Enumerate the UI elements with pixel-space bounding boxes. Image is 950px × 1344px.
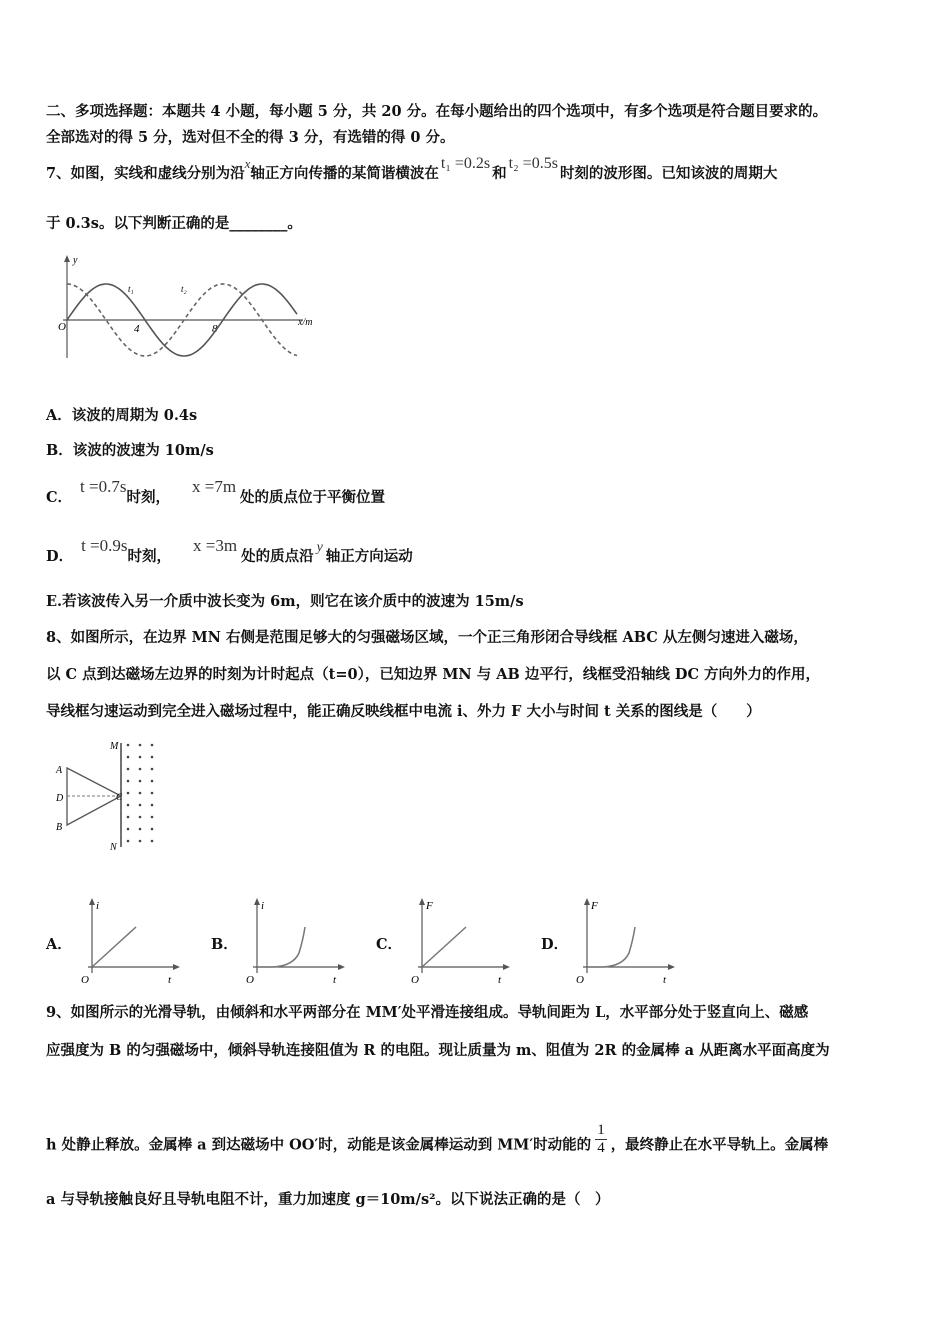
q7-text-c: 和 <box>492 165 507 182</box>
field-dot <box>127 840 130 843</box>
q9-stem-line-3 <box>46 1122 829 1163</box>
graph-curve <box>587 927 635 967</box>
q7-curve2-label: t₂ <box>181 284 187 294</box>
graph-x-label: t <box>168 974 172 986</box>
graph-x-label: t <box>663 974 667 986</box>
q7-text-a: 7、如图，实线和虚线分别为沿 <box>46 165 245 182</box>
q7-curve1-label: t₁ <box>128 284 134 294</box>
q8-label-c: C <box>116 792 123 802</box>
q9-line3-b: ，最终静止在水平导轨上。金属棒 <box>610 1136 829 1154</box>
q8-field-diagram <box>52 735 167 855</box>
field-dot <box>139 768 142 771</box>
q7-y-arrow <box>64 255 70 262</box>
graph-line <box>92 927 136 967</box>
graph-line <box>422 927 466 967</box>
q7-option-b: B．该波的波速为 10m/s <box>46 442 214 459</box>
graph-y-label: F <box>426 900 433 912</box>
x-arrow <box>173 964 180 970</box>
graph-origin: O <box>576 974 584 986</box>
q8-stem-line-3: 导线框匀速运动到完全进入磁场过程中，能正确反映线框中电流 i、外力 F 大小与时间 t 关系的图线是（ ） <box>46 703 761 720</box>
field-dot <box>139 792 142 795</box>
q7-text-b: 轴正方向传播的某简谐横波在 <box>250 165 439 182</box>
q7-option-d-end2: 轴正方向运动 <box>325 548 413 565</box>
x-arrow <box>668 964 675 970</box>
q7-t2-expr: t₂ =0.5s <box>508 155 558 172</box>
q7-t1-expr: t₁ =0.2s <box>440 155 491 172</box>
field-dot <box>151 792 154 795</box>
field-dot <box>151 828 154 831</box>
q9-line3-a: h 处静止释放。金属棒 a 到达磁场中 OO′时，动能是该金属棒运动到 MM′时动能的 <box>46 1136 592 1154</box>
field-dot <box>151 756 154 759</box>
q7-option-d-var: y <box>316 540 323 555</box>
q8-choice-c-label: C． <box>376 936 403 953</box>
field-dot <box>151 816 154 819</box>
field-dot <box>139 804 142 807</box>
q8-choice-b-graph <box>243 895 358 990</box>
graph-x-label: t <box>498 974 502 986</box>
q7-option-e: E.若该波传入另一介质中波长变为 6m，则它在该介质中的波速为 15m/s <box>46 593 524 610</box>
field-dot <box>127 816 130 819</box>
q8-label-n: N <box>110 842 117 853</box>
field-dot <box>127 828 130 831</box>
graph-origin: O <box>411 974 419 986</box>
y-arrow <box>254 898 260 905</box>
field-dot <box>127 756 130 759</box>
q8-stem-line-2: 以 C 点到达磁场左边界的时刻为计时起点（t=0），已知边界 MN 与 AB 边平行，线框受沿轴线 DC 方向外力的作用， <box>46 666 821 683</box>
q8-choice-a-graph <box>78 895 193 990</box>
q7-option-d-t: t =0.9s <box>81 536 128 555</box>
q8-label-b: B <box>56 822 63 833</box>
field-dot <box>127 780 130 783</box>
q7-text-d: 时刻的波形图。已知该波的周期大 <box>559 165 778 182</box>
q7-option-a: A．该波的周期为 0.4s <box>46 407 198 424</box>
field-dot <box>127 744 130 747</box>
q8-label-d: D <box>56 793 64 804</box>
q8-label-m: M <box>110 741 119 752</box>
field-dot <box>127 804 130 807</box>
q7-option-d-mid: 时刻， <box>127 548 172 565</box>
graph-y-label: i <box>261 900 265 912</box>
q9-fraction <box>595 1122 607 1157</box>
q9-stem-line-1: 9、如图所示的光滑导轨，由倾斜和水平两部分在 MM′处平滑连接组成。导轨间距为 L，水平部分处于竖直向上、磁感 <box>46 1004 809 1021</box>
q7-option-c-mid: 时刻， <box>126 489 170 506</box>
field-dot <box>127 768 130 771</box>
field-dot <box>139 780 142 783</box>
q9-stem-line-4: a 与导轨接触良好且导轨电阻不计，重力加速度 g＝10m/s²。以下说法正确的是（ ） <box>46 1191 610 1208</box>
q7-tick-4: 4 <box>134 323 140 335</box>
q7-option-c-end: 处的质点位于平衡位置 <box>240 489 386 506</box>
graph-origin: O <box>246 974 254 986</box>
q7-x-var: x <box>244 156 251 171</box>
q7-wave-graph <box>55 252 330 367</box>
q8-stem-line-1: 8、如图所示，在边界 MN 右侧是范围足够大的匀强磁场区域，一个正三角形闭合导线框 ABC 从左侧匀速进入磁场， <box>46 629 808 646</box>
q7-stem-line-2: 于 0.3s。以下判断正确的是________。 <box>46 215 302 232</box>
q7-option-d-label: D． <box>46 548 74 565</box>
field-dot <box>139 744 142 747</box>
q7-tick-8: 8 <box>212 323 218 335</box>
q7-option-d <box>46 536 413 568</box>
q8-choice-d-label: D． <box>541 936 569 953</box>
field-dot <box>151 840 154 843</box>
section-heading-line-2: 全部选对的得 5 分，选对但不全的得 3 分，有选错的得 0 分。 <box>46 129 455 146</box>
field-dot <box>127 792 130 795</box>
y-arrow <box>584 898 590 905</box>
q7-origin: O <box>58 321 66 333</box>
field-dot <box>139 816 142 819</box>
q7-stem-line-1 <box>46 155 778 184</box>
graph-origin: O <box>81 974 89 986</box>
field-dot <box>151 804 154 807</box>
q7-option-c-x: x =7m <box>191 477 237 496</box>
q8-choice-d-graph <box>573 895 688 990</box>
field-dot <box>151 780 154 783</box>
q7-option-d-end: 处的质点沿 <box>241 548 314 565</box>
q7-option-c <box>46 477 386 508</box>
x-arrow <box>503 964 510 970</box>
q7-x-label: x/m <box>298 317 313 328</box>
graph-y-label: i <box>96 900 100 912</box>
graph-y-label: F <box>591 900 598 912</box>
q8-choice-a-label: A． <box>46 936 72 953</box>
field-dot <box>151 744 154 747</box>
field-dot <box>139 828 142 831</box>
q7-option-c-t: t =0.7s <box>80 477 127 496</box>
q7-y-label: y <box>73 255 78 266</box>
q9-frac-num: 1 <box>597 1122 605 1138</box>
q7-option-c-label: C． <box>46 489 73 506</box>
q9-frac-den: 4 <box>597 1140 605 1156</box>
x-arrow <box>338 964 345 970</box>
q8-label-a: A <box>56 765 63 776</box>
q8-choice-c-graph <box>408 895 523 990</box>
field-dot <box>139 756 142 759</box>
y-arrow <box>419 898 425 905</box>
graph-x-label: t <box>333 974 337 986</box>
q8-choice-b-label: B． <box>211 936 238 953</box>
section-heading-line-1: 二、多项选择题：本题共 4 小题，每小题 5 分，共 20 分。在每小题给出的四个选项中，有多个选项是符合题目要求的。 <box>46 103 828 120</box>
graph-curve <box>257 927 305 967</box>
y-arrow <box>89 898 95 905</box>
q7-option-d-x: x =3m <box>193 536 238 555</box>
q9-stem-line-2: 应强度为 B 的匀强磁场中，倾斜导轨连接阻值为 R 的电阻。现让质量为 m、阻值为 2R 的金属棒 a 从距离水平面高度为 <box>46 1042 830 1059</box>
field-dot <box>151 768 154 771</box>
q8-field-dots <box>127 744 154 843</box>
field-dot <box>139 840 142 843</box>
